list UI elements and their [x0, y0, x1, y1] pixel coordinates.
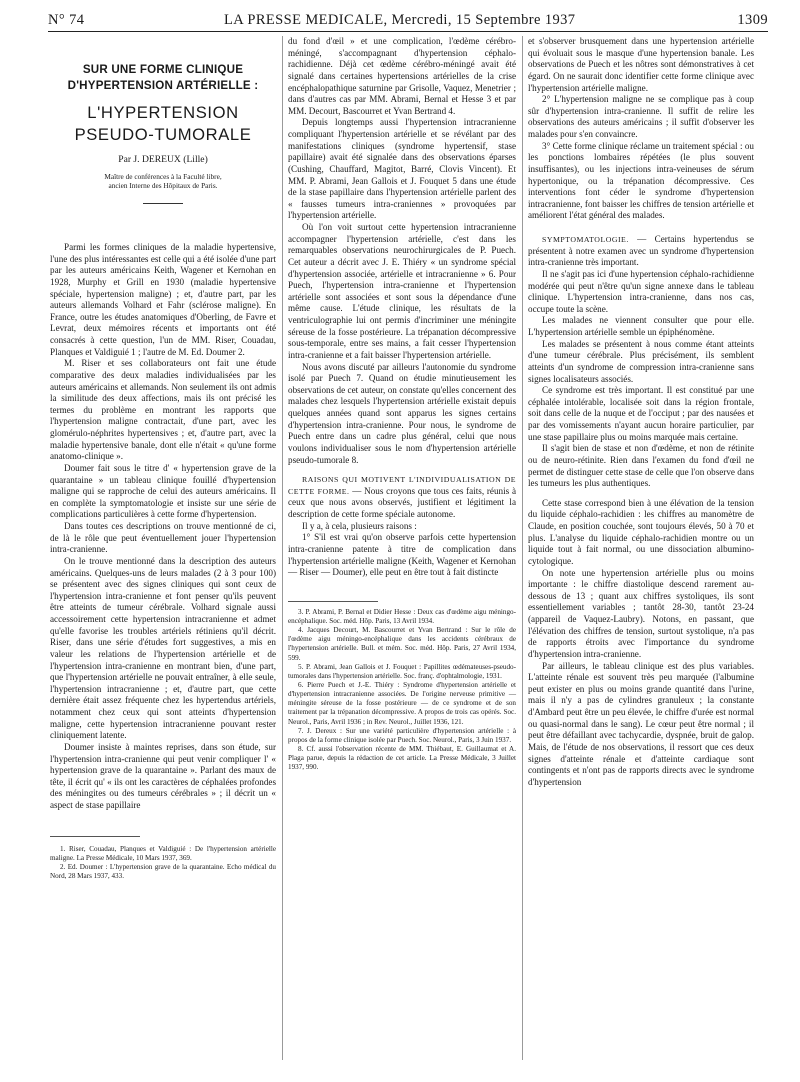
paragraph: Parmi les formes cliniques de la maladie hypertensive, l'une des plus intéressantes est celle qui a été isolée d'une part par les auteurs américains Keith, Wagener et Kernohan en 1928, Murphy et Grill en 1930 (maladie hypertensive spéciale, hypertension maligne) ; et, d'autre part, par les auteurs allemands Volhard et Fahr (sclérose maligne). En France, outre les études anatomiques d'Oberling, de Favre et Levrat, deux mémoires récents et importants ont été consacrés à cette question, l'un de MM. Riser, Couadau, Planques et Valdiguié 1 ; l'autre de M. Ed. Doumer 2. — [50, 242, 276, 357]
article-subtitle-line-2: PSEUDO-TUMORALE — [74, 125, 252, 144]
footnote: 6. Pierre Puech et J.-E. Thiéry : Syndrome d'hypertension artérielle et d'hypertension intracranienne associées. De l'origine nerveuse primitive — méningite séreuse de la fosse postérieure — de ce syndrome et de son traitement par la trépanation décompressive. A propos de trois cas opérés. Soc. Neurol., Paris, Avril 1936 ; in Rev. Neurol., Juillet 1936, 121. — [288, 681, 516, 726]
paragraph: Doumer insiste à maintes reprises, dans son étude, sur l'hypertension intra-cranienne qui peut venir compliquer l' « hypertension grave de la quarantaine ». Parlant des maux de tête, il écrit qu' « ils ont les caractères de céphalées profondes des méningites ou des tumeurs cérébrales » ; il décrit un « aspect de stase papillaire — [50, 741, 276, 811]
column-2 — [288, 36, 516, 773]
paragraph: Les malades ne viennent consulter que pour elle. L'hypertension artérielle semble un épiphénomène. — [528, 315, 754, 337]
column-1 — [50, 36, 276, 881]
footnote-rule — [288, 601, 378, 602]
footnote-rule — [50, 836, 140, 837]
title-block — [50, 62, 276, 204]
footnotes — [50, 845, 276, 882]
footnote: 4. Jacques Decourt, M. Bascourret et Yvan Bertrand : Sur le rôle de l'œdème aigu méningo-encéphalique dans les accidents cérébraux de l'hypertension artérielle. Bull. et mém. Soc. méd. Hôp. Paris, 27 Avril 1934, 599. — [288, 626, 516, 662]
paragraph: Doumer fait sous le titre d' « hypertension grave de la quarantaine » un tableau clinique fouillé d'hypertension maligne qui se rapproche de celui des auteurs américains. Il en complète la symptomatologie et insiste sur une série de complications particulières à cette forme d'hypertension. — [50, 462, 276, 520]
column-divider — [522, 36, 523, 1060]
paragraph: Par ailleurs, le tableau clinique est des plus variables. L'atteinte rénale est souvent très peu marquée (l'albumine peut exister en plus ou moins grande quantité dans l'urine, mais il n'y a pas de cylindres granuleux ; la constante d'Ambard peut être un peu élevée, le chiffre d'urée est normal ou quasi-normal dans le sang). Le cœur peut être normal ; il peut être défaillant avec tachycardie, dyspnée, bruit de galop. Mais, de l'étude de nos observations, il ressort que ces deux signes d'atteinte rénale et d'atteinte cardiaque sont contingents et n'ont pas de rapports directs avec le syndrome d'hypertension — [528, 660, 754, 787]
footnote: 8. Cf. aussi l'observation récente de MM. Thiébaut, E. Guillaumat et A. Plaga parue, depuis la rédaction de cet article. La Presse Médicale, 3 Juillet 1937, 990. — [288, 745, 516, 772]
article-title-line-2: D'HYPERTENSION ARTÉRIELLE : — [67, 79, 259, 92]
paragraph: Depuis longtemps aussi l'hypertension intracranienne compliquant l'hypertension artérielle et se révélant par des manifestations cliniques (syndrome hypertensif, stase papillaire) avait été signalée dans des observations éparses (Cushing, Chauffard, Magitot, Barré, Clovis Vincent). Et MM. P. Abrami, Jean Gallois et J. Fouquet 5 dans une étude de la stase papillaire dans l'hypertension artérielle parlent des « fausses tumeurs intra-craniennes » provoquées par l'hypertension artérielle. — [288, 117, 516, 221]
paragraph: 3° Cette forme clinique réclame un traitement spécial : ou les ponctions lombaires répétées (le plus souvent insuffisantes), ou les injections intra-veineuses de sérum hypertonique, ou la trépanation décompressive. Ces interventions font céder le syndrome d'hypertension intracranienne, font baisser les chiffres de tension artérielle et améliorent l'état général des malades. — [528, 140, 754, 221]
footnotes — [288, 608, 516, 773]
section-paragraph: RAISONS QUI MOTIVENT L'INDIVIDUALISATION DE CETTE FORME. — Nous croyons que tous ces faits, réunis à ceux que nous avons observés, justifient et légitiment la description de cette forme spéciale autonome. — [288, 475, 516, 519]
paragraph: Il ne s'agit pas ici d'une hypertension céphalo-rachidienne modérée qui peut n'être qu'un signe annexe dans le tableau clinique. L'hypertension intra-cranienne, dans nos cas, occupe toute la scène. — [528, 268, 754, 314]
section-paragraph: SYMPTOMATOLOGIE. — Certains hypertendus se présentent à notre examen avec un syndrome d'hypertension intra-cranienne très important. — [528, 234, 754, 268]
paragraph: et s'observer brusquement dans une hypertension artérielle qui évoluait sous le masque d'une hypertension banale. Les observations de Puech et les nôtres sont démonstratives à cet égard. On ne saurait donc identifier cette forme clinique avec l'hypertension artérielle maligne. — [528, 36, 754, 93]
footnote: 2. Ed. Doumer : L'hypertension grave de la quarantaine. Echo médical du Nord, 28 Mars 1937, 433. — [50, 862, 276, 881]
footnote: 7. J. Dereux : Sur une variété particulière d'hypertension artérielle : à propos de la forme clinique isolée par Puech. Soc. Neurol., Paris, 3 Juin 1937. — [288, 726, 516, 744]
footnote: 5. P. Abrami, Jean Gallois et J. Fouquet : Papillites œdémateuses-pseudo-tumorales dans l'hypertension artérielle. Soc. franç. d'ophtalmologie, 1931. — [288, 662, 516, 680]
paragraph: Ce syndrome est très important. Il est constitué par une céphalée intolérable, localisée soit dans la région frontale, soit dans celle de la nuque et de l'occiput ; par des nausées et par des vomissements n'ayant aucun horaire particulier, par une stase papillaire plus ou moins marquée mais certaine. — [528, 385, 754, 442]
column-3 — [528, 36, 754, 788]
paragraph: 1° S'il est vrai qu'on observe parfois cette hypertension intra-cranienne patente à titre de complication dans l'hypertension artérielle maligne (Keith, Wagener et Kernohan — Riser — Doumer), elle peut en être tout à fait distincte — [288, 532, 516, 578]
paragraph: 2° L'hypertension maligne ne se complique pas à coup sûr d'hypertension intra-cranienne. Il suffit de relire les observations des auteurs américains ; il suffit d'observer les malades pour s'en convaincre. — [528, 94, 754, 139]
paragraph: Nous avons discuté par ailleurs l'autonomie du syndrome isolé par Puech 7. Quand on étudie minutieusement les observations de cet auteur, on constate qu'elles concernent des malades chez lesquels l'hypertension artérielle existait depuis quelques années quand sont apparus les signes certains d'hypertension intra-cranienne. Pour nous, le syndrome de Puech entre dans un cadre plus général, celui que nous voulons individualiser sous le nom d'hypertension artérielle pseudo-tumorale 8. — [288, 361, 516, 465]
issue-number: N° 74 — [48, 12, 85, 28]
paragraph: On le trouve mentionné dans la description des auteurs américains. Quelques-uns de leurs malades (2 à 3 pour 100) se présentent avec des signes cliniques qui sont ceux de l'hypertension intra-cranienne et font penser qu'ils peuvent être atteints de tumeur cérébrale. Volhard signale aussi accessoirement cette hypertension intracranienne et admet qu'elle favorise les troubles artériels rétiniens qu'il décrit. Riser, dans une série d'études fort suggestives, a mis en valeur les relations de l'hypertension artérielle et de l'hypertension intra-cranienne en montrant bien, d'une part, que l'hypertension artérielle ne pouvait entraîner, à elle seule, l'hypertension intracranienne ; et, d'autre part, que cette dernière était assez fréquente chez les hypertendus artériels, notamment chez ceux qui sont atteints d'hypertension maligne, cette hypertension intracranienne pouvant rester cliniquement latente. — [50, 555, 276, 741]
section-heading: RAISONS QUI MOTIVENT L'INDIVIDUALISATION DE CETTE FORME. — [288, 475, 516, 496]
affiliation-line-1: Maître de conférences à la Faculté libre, — [104, 171, 222, 181]
article-title-line-1: SUR UNE FORME CLINIQUE — [82, 63, 244, 76]
page-number: 1309 — [737, 12, 768, 28]
article-subtitle-line-1: L'HYPERTENSION — [87, 103, 239, 122]
paragraph: Où l'on voit surtout cette hypertension intracranienne accompagner l'hypertension artérielle, c'est dans les remarquables observations neurochirurgicales de P. Puech. Cet auteur a décrit avec J. E. Thiéry « un syndrome spécial d'hypertension associée, artérielle et intracranienne » 6. Pour Puech, l'hypertension intra-cranienne et l'hypertension artérielle sont associées et sont sous la dépendance d'une même cause. L'étude clinique, les résultats de la ventriculographie lui ont permis d'incriminer une méningite séreuse de la fosse postérieure. La trépanation décompressive sous-temporale, entre ses mains, a fait cesser l'hypertension intra-cranienne et a fait baisser l'hypertension artérielle. — [288, 222, 516, 360]
paragraph: du fond d'œil » et une complication, l'œdème cérébro-méningé, s'accompagnant d'hypertension céphalo-rachidienne. Déjà cet œdème cérébro-méningé avait été signalé dans certaines hypertensions artérielles de la crise encéphalopathique saturnine par Grisolle, Vaquez, Menetrier ; dans d'autres cas par MM. Abrami, Bernal et Hesse 3 et par MM. Decourt, Bascourret et Yvan Bertrand 4. — [288, 36, 516, 116]
column-divider — [282, 36, 283, 1060]
affiliation-line-2: ancien Interne des Hôpitaux de Paris. — [108, 180, 218, 190]
paragraph: On note une hypertension artérielle plus ou moins importante : le chiffre diastolique descend rarement au-dessous de 13 ; quant aux chiffres systoliques, ils sont essentiellement variables ; tantôt 28-30, tantôt 23-24 (appareil de Vaquez-Laubry). Notons, en passant, que l'élévation des chiffres de tension, surtout systolique, n'a pas de rapports étroits avec l'importance du syndrome d'hypertension intra-cranienne. — [528, 567, 754, 659]
paragraph: Les malades se présentent à nous comme étant atteints d'une tumeur cérébrale. Plus précisément, ils semblent atteints d'un syndrome de compression intra-cranienne sans signes localisateurs associés. — [528, 338, 754, 384]
section-heading: SYMPTOMATOLOGIE. — [542, 235, 629, 244]
paragraph: Cette stase correspond bien à une élévation de la tension du liquide céphalo-rachidien : les chiffres au manomètre de Claude, en position couchée, sont toujours élevés, 50 à 70 et plus. L'analyse du liquide céphalo-rachidien montre ou un liquide tout à fait normal, ou une dissociation albumino-cytologique. — [528, 497, 754, 566]
paragraph: Il s'agit bien de stase et non d'œdème, et non de rétinite ou de neuro-rétinite. Rien dans l'examen du fond d'œil ne permet de distinguer cette stase de celle que l'on observe dans les tumeurs les plus authentiques. — [528, 443, 754, 489]
paragraph: Dans toutes ces descriptions on trouve mentionné de ci, de là le rôle que peut éventuellement jouer l'hypertension intra-cranienne. — [50, 521, 276, 555]
footnote: 1. Riser, Couadau, Planques et Valdiguié : De l'hypertension artérielle maligne. La Presse Médicale, 10 Mars 1937, 369. — [50, 844, 276, 862]
header-rule — [48, 31, 768, 32]
footnote: 3. P. Abrami, P. Bernal et Didier Hesse : Deux cas d'œdème aigu méningo-encéphalique. Soc. méd. Hôp. Paris, 13 Avril 1934. — [288, 607, 516, 625]
paragraph: M. Riser et ses collaborateurs ont fait une étude comparative des deux maladies individualisées par les auteurs américains et allemands. Non seulement ils ont admis la similitude des deux affections, mais ils ont précisé les termes du problème en montrant les rapports que l'hypertension maligne contractait, d'une part, avec les glomérulo-néphrites hypertensives ; et, d'autre part, avec la maladie hypertensive banale, dont elle n'était « qu'une forme anatomo-clinique ». — [50, 358, 276, 462]
paragraph: Il y a, à cela, plusieurs raisons : — [302, 520, 417, 531]
masthead: LA PRESSE MEDICALE, Mercredi, 15 Septembre 1937 — [224, 12, 576, 28]
running-header — [48, 12, 768, 32]
byline: Par J. DEREUX (Lille) — [118, 154, 208, 165]
title-rule — [143, 203, 183, 204]
